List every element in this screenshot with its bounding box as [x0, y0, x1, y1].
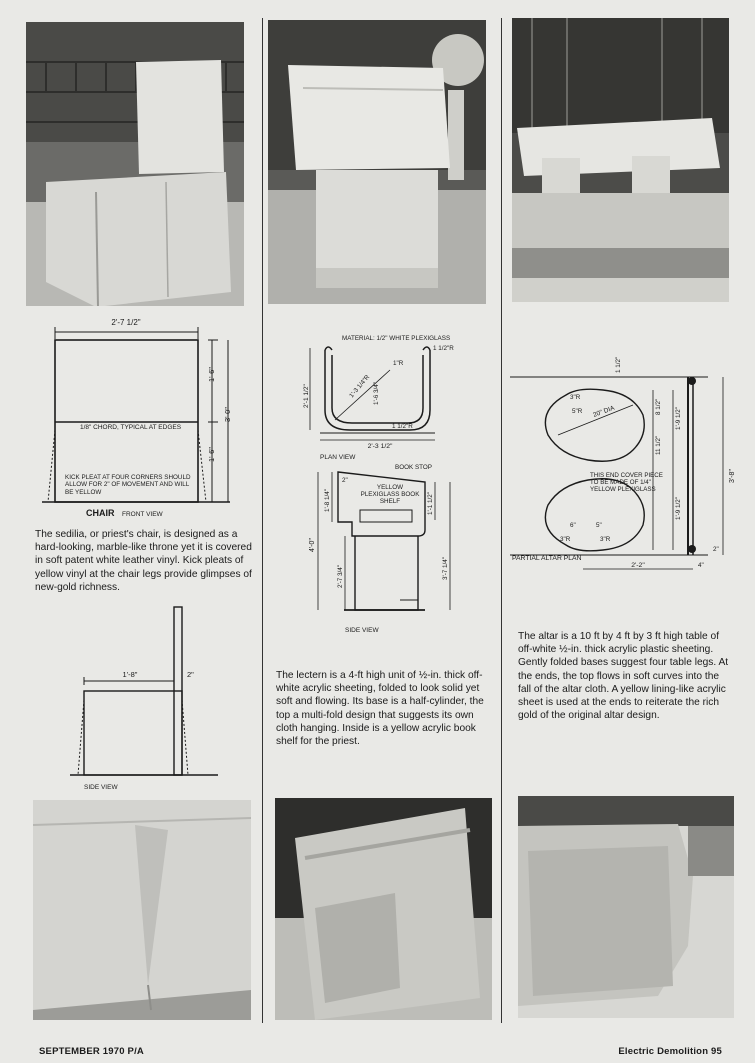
altar-r2: 5"R: [572, 408, 583, 415]
altar-caption: The altar is a 10 ft by 4 ft by 3 ft high table of off-white ½-in. thick acrylic plastic sheeting. Gently folded bases suggest four table legs. At the ends, the top flows in soft curves into the fall of the altar cloth. A yellow lining-like acrylic sheet is used at the ends to reiterate the rich gold of the original altar design.: [518, 631, 729, 722]
altar-dia: 20" DIA: [592, 404, 616, 419]
chair-title: CHAIR: [86, 508, 115, 518]
photo-chair-detail: [33, 800, 251, 1020]
chair-caption: The sedilia, or priest's chair, is designed as a hard-looking, marble-like throne yet it is covered in soft patent white leather vinyl. Kick pleats of yellow vinyl at the chair legs provide glimpses of new-gold richness.: [35, 529, 252, 593]
photo-altar-detail: [518, 796, 734, 1018]
altar-d11: 11 1/2": [655, 435, 662, 455]
chair-height-bottom: 1'-6": [207, 447, 216, 462]
altar-d2: 2": [713, 546, 719, 553]
altar-d4: 4": [698, 562, 704, 569]
side-depth-dim: 1'-8": [122, 670, 138, 679]
plan-width-dim: 2'-3 1/2": [367, 443, 393, 450]
footer-page: Electric Demolition 95: [618, 1046, 722, 1057]
footer-issue: SEPTEMBER 1970 P/A: [39, 1046, 144, 1057]
column-rule-2: [501, 18, 502, 1023]
altar-total-dim: 3'-8": [729, 469, 736, 483]
plan-radius-top-right: 1 1/2"R: [433, 345, 454, 352]
altar-width-dim: 2'-2": [631, 562, 645, 569]
side-total-height: 4'-0": [309, 538, 316, 552]
plan-material-note: MATERIAL: 1/2" WHITE PLEXIGLASS: [342, 335, 451, 342]
cover-piece-note: THIS END COVER PIECE TO BE MADE OF 1/4" YELLOW PLEXIGLASS: [590, 472, 663, 493]
side-right-lower-dim: 3'-7 1/4": [442, 556, 449, 580]
plan-dim-a: 1'-3 1/4"R: [348, 373, 372, 400]
chair-height-total: 3'-0": [223, 407, 232, 422]
altar-d6: 6": [570, 522, 576, 529]
plan-radius-bottom: 1 1/2"R: [392, 423, 413, 430]
side-view-title: SIDE VIEW: [84, 784, 118, 791]
altar-r3b: 3"R: [600, 536, 611, 543]
lectern-side-drawing: [300, 460, 480, 635]
chair-side-drawing: [60, 605, 230, 795]
lectern-plan-drawing: [280, 330, 490, 460]
top-dim: 2": [342, 477, 348, 484]
plan-radius-top: 1"R: [393, 360, 404, 367]
chair-subtitle: FRONT VIEW: [122, 511, 163, 518]
side-upper-dim: 1'-8 1/4": [324, 488, 331, 512]
plan-view-title: PLAN VIEW: [320, 454, 356, 461]
photo-lectern: [268, 20, 486, 304]
side-right-upper-dim: 1'-1 1/2": [427, 491, 434, 515]
side-back-dim: 2": [187, 670, 194, 679]
altar-top-dim: 1 1/2": [615, 356, 622, 373]
chord-note: 1/8" CHORD, TYPICAL AT EDGES: [80, 424, 182, 431]
photo-altar: [512, 18, 729, 302]
altar-d19a: 1'-9 1/2": [675, 406, 682, 430]
plan-dim-b: 1'-6 3/4": [373, 381, 380, 405]
altar-r-top: 3"R: [570, 394, 581, 401]
altar-plan-title: PARTIAL ALTAR PLAN: [512, 555, 582, 562]
chair-front-drawing: [30, 310, 255, 525]
altar-r3a: 3"R: [560, 536, 571, 543]
column-rule-1: [262, 18, 263, 1023]
photo-chair: [26, 22, 244, 306]
kick-pleat-note: KICK PLEAT AT FOUR CORNERS SHOULD ALLOW FOR 2" OF MOVEMENT AND WILL BE YELLOW: [65, 474, 191, 496]
book-stop-label: BOOK STOP: [395, 464, 432, 471]
side-lower-dim: 2'-7 3/4": [337, 564, 344, 588]
yellow-shelf-label: YELLOW PLEXIGLASS BOOK SHELF: [360, 484, 420, 505]
plan-height-dim: 2'-1 1/2": [303, 384, 310, 408]
chair-width-dim: 2'-7 1/2": [111, 318, 141, 327]
altar-d19b: 1'-9 1/2": [675, 496, 682, 520]
lectern-side-title: SIDE VIEW: [345, 627, 379, 634]
altar-d8: 8 1/2": [655, 398, 662, 415]
photo-lectern-detail: [275, 798, 492, 1020]
chair-height-top: 1'-6": [207, 367, 216, 382]
altar-plan-drawing: [508, 355, 743, 585]
altar-d5: 5": [596, 522, 602, 529]
lectern-caption: The lectern is a 4-ft high unit of ½-in. thick off-white acrylic sheeting, folded to look solid yet soft and flowing. Its base is a half-cylinder, the top a multi-fold design that suggests its own cloth hanging. Inside is a yellow acrylic book shelf for the priest.: [276, 670, 484, 748]
